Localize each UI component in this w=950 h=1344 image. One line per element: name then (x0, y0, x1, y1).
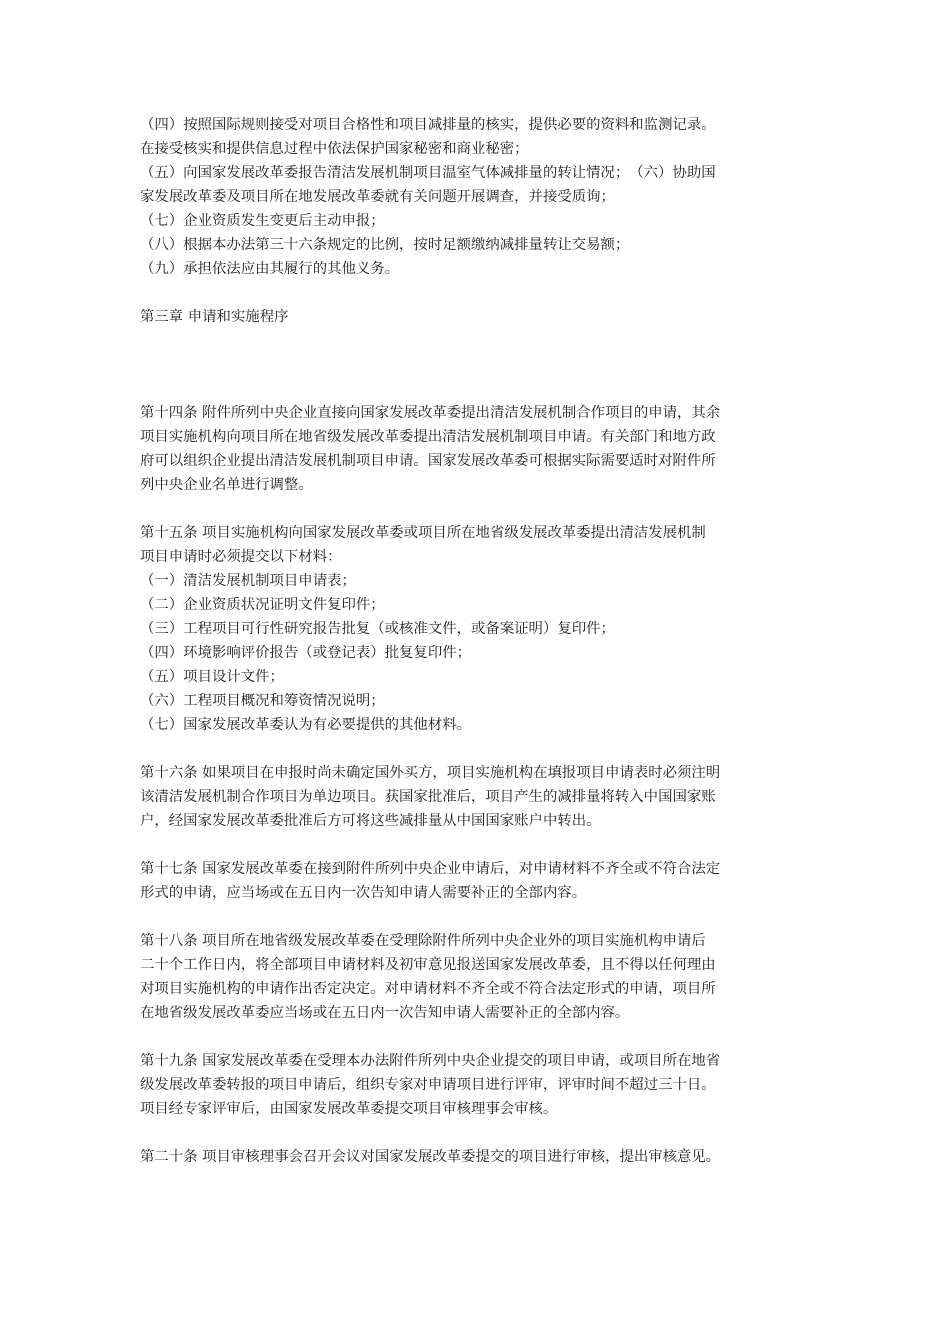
text-line: 第十九条 国家发展改革委在受理本办法附件所列中央企业提交的项目申请，或项目所在地省 (140, 1053, 721, 1069)
text-line: 对项目实施机构的申请作出否定决定。对申请材料不齐全或不符合法定形式的申请，项目所 (140, 981, 716, 997)
text-line: （五）项目设计文件； (140, 669, 284, 685)
text-line: （四）按照国际规则接受对项目合格性和项目减排量的核实，提供必要的资料和监测记录。 (140, 117, 716, 133)
text-line: 家发展改革委及项目所在地发展改革委就有关问题开展调查，并接受质询； (140, 189, 615, 205)
article-19 (140, 1049, 820, 1121)
text-line: 第十五条 项目实施机构向国家发展改革委或项目所在地省级发展改革委提出清洁发展机制 (140, 525, 706, 541)
text-line: 第十六条 如果项目在申报时尚未确定国外买方，项目实施机构在填报项目申请表时必须注明 (140, 765, 721, 781)
text-line: 二十个工作日内，将全部项目申请材料及初审意见报送国家发展改革委，且不得以任何理由 (140, 957, 716, 973)
article-17 (140, 857, 820, 905)
article-20 (140, 1145, 820, 1169)
article-18 (140, 929, 820, 1025)
text-line: （二）企业资质状况证明文件复印件； (140, 597, 385, 613)
text-line: 级发展改革委转报的项目申请后，组织专家对申请项目进行评审，评审时间不超过三十日。 (140, 1077, 716, 1093)
text-line: 第二十条 项目审核理事会召开会议对国家发展改革委提交的项目进行审核，提出审核意见。 (140, 1149, 721, 1165)
text-line: （八）根据本办法第三十六条规定的比例，按时足额缴纳减排量转让交易额； (140, 237, 630, 253)
article-14 (140, 401, 820, 497)
text-line: 项目实施机构向项目所在地省级发展改革委提出清洁发展机制项目申请。有关部门和地方政 (140, 429, 716, 445)
text-line: 第十七条 国家发展改革委在接到附件所列中央企业申请后，对申请材料不齐全或不符合法定 (140, 861, 721, 877)
text-line: 在地省级发展改革委应当场或在五日内一次告知申请人需要补正的全部内容。 (140, 1005, 630, 1021)
text-line: （六）工程项目概况和筹资情况说明； (140, 693, 385, 709)
obligations-list (140, 113, 820, 281)
text-line: 第十四条 附件所列中央企业直接向国家发展改革委提出清洁发展机制合作项目的申请，其余 (140, 405, 721, 421)
text-line: 该清洁发展机制合作项目为单边项目。获国家批准后，项目产生的减排量将转入中国国家账 (140, 789, 716, 805)
text-line: 项目申请时必须提交以下材料： (140, 549, 342, 565)
article-15 (140, 521, 820, 737)
text-line: 第十八条 项目所在地省级发展改革委在受理除附件所列中央企业外的项目实施机构申请后 (140, 933, 706, 949)
text-line: 项目经专家评审后，由国家发展改革委提交项目审核理事会审核。 (140, 1101, 558, 1117)
text-line: （三）工程项目可行性研究报告批复（或核准文件，或备案证明）复印件； (140, 621, 615, 637)
text-line: （七）国家发展改革委认为有必要提供的其他材料。 (140, 717, 471, 733)
text-line: 列中央企业名单进行调整。 (140, 477, 313, 493)
text-line: 户，经国家发展改革委批准后方可将这些减排量从中国国家账户中转出。 (140, 813, 601, 829)
text-line: 形式的申请，应当场或在五日内一次告知申请人需要补正的全部内容。 (140, 885, 587, 901)
article-16 (140, 761, 820, 833)
text-line: 府可以组织企业提出清洁发展机制项目申请。国家发展改革委可根据实际需要适时对附件所 (140, 453, 716, 469)
text-line: 在接受核实和提供信息过程中依法保护国家秘密和商业秘密； (140, 141, 529, 157)
text-line: （四）环境影响评价报告（或登记表）批复复印件； (140, 645, 471, 661)
text-line: （一）清洁发展机制项目申请表； (140, 573, 356, 589)
text-line: （七）企业资质发生变更后主动申报； (140, 213, 385, 229)
text-line: （九）承担依法应由其履行的其他义务。 (140, 261, 400, 277)
document-body (140, 113, 820, 1169)
chapter-title: 第三章 申请和实施程序 (140, 309, 289, 325)
text-line: （五）向国家发展改革委报告清洁发展机制项目温室气体减排量的转让情况； （六）协助国 (140, 165, 716, 181)
